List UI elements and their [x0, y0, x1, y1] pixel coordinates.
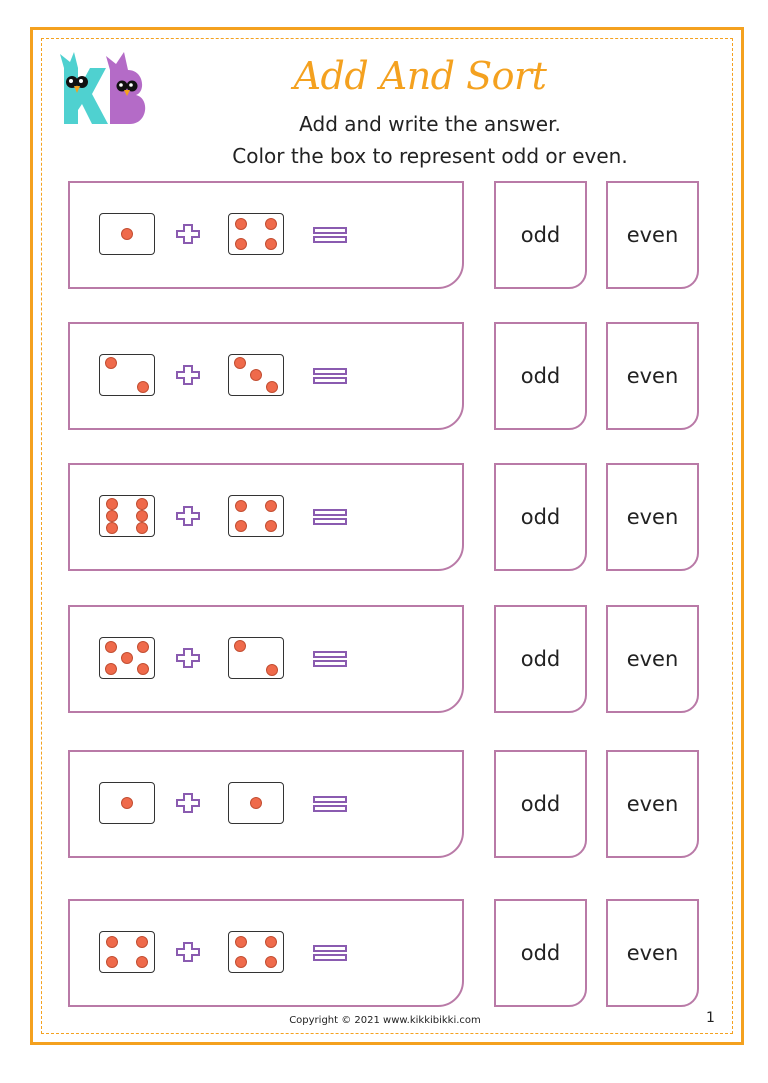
- die-pip: [136, 498, 148, 510]
- die-pip: [106, 956, 118, 968]
- left-die: [99, 637, 155, 679]
- die-pip: [235, 218, 247, 230]
- die-pip: [265, 500, 277, 512]
- page-number: 1: [706, 1010, 715, 1026]
- instruction-color: Color the box to represent odd or even.: [232, 144, 628, 168]
- left-die: [99, 354, 155, 396]
- even-box[interactable]: even: [606, 322, 699, 430]
- die-pip: [106, 522, 118, 534]
- die-pip: [106, 936, 118, 948]
- left-die: [99, 495, 155, 537]
- equals-icon: [313, 944, 347, 962]
- right-die: [228, 354, 284, 396]
- die-pip: [235, 500, 247, 512]
- odd-box[interactable]: odd: [494, 750, 587, 858]
- die-pip: [121, 652, 133, 664]
- equals-icon: [313, 226, 347, 244]
- die-pip: [136, 522, 148, 534]
- worksheet-title: Add And Sort: [293, 54, 547, 98]
- even-box[interactable]: even: [606, 899, 699, 1007]
- die-pip: [250, 797, 262, 809]
- right-die: [228, 782, 284, 824]
- die-pip: [265, 218, 277, 230]
- odd-box[interactable]: odd: [494, 181, 587, 289]
- plus-icon: [175, 364, 201, 386]
- instruction-add: Add and write the answer.: [299, 112, 561, 136]
- right-die: [228, 931, 284, 973]
- problem-row: [0, 181, 768, 289]
- plus-icon: [175, 505, 201, 527]
- equals-icon: [313, 508, 347, 526]
- even-box[interactable]: even: [606, 605, 699, 713]
- die-pip: [105, 357, 117, 369]
- die-pip: [137, 663, 149, 675]
- equals-icon: [313, 795, 347, 813]
- die-pip: [105, 641, 117, 653]
- die-pip: [234, 640, 246, 652]
- odd-box[interactable]: odd: [494, 899, 587, 1007]
- problem-row: [0, 899, 768, 1007]
- die-pip: [235, 956, 247, 968]
- die-pip: [266, 381, 278, 393]
- die-pip: [265, 956, 277, 968]
- right-die: [228, 495, 284, 537]
- problem-row: [0, 750, 768, 858]
- even-box[interactable]: even: [606, 750, 699, 858]
- odd-box[interactable]: odd: [494, 322, 587, 430]
- plus-icon: [175, 223, 201, 245]
- die-pip: [265, 238, 277, 250]
- die-pip: [136, 936, 148, 948]
- problem-row: [0, 322, 768, 430]
- die-pip: [106, 510, 118, 522]
- die-pip: [136, 956, 148, 968]
- right-die: [228, 213, 284, 255]
- left-die: [99, 213, 155, 255]
- die-pip: [250, 369, 262, 381]
- die-pip: [121, 797, 133, 809]
- problem-row: [0, 463, 768, 571]
- copyright-text: Copyright © 2021 www.kikkibikki.com: [289, 1015, 481, 1026]
- die-pip: [265, 936, 277, 948]
- plus-icon: [175, 941, 201, 963]
- die-pip: [137, 381, 149, 393]
- odd-box[interactable]: odd: [494, 605, 587, 713]
- left-die: [99, 782, 155, 824]
- die-pip: [235, 238, 247, 250]
- die-pip: [106, 498, 118, 510]
- die-pip: [105, 663, 117, 675]
- left-die: [99, 931, 155, 973]
- equals-icon: [313, 367, 347, 385]
- plus-icon: [175, 792, 201, 814]
- die-pip: [137, 641, 149, 653]
- right-die: [228, 637, 284, 679]
- die-pip: [234, 357, 246, 369]
- even-box[interactable]: even: [606, 463, 699, 571]
- die-pip: [266, 664, 278, 676]
- die-pip: [265, 520, 277, 532]
- odd-box[interactable]: odd: [494, 463, 587, 571]
- die-pip: [235, 936, 247, 948]
- die-pip: [136, 510, 148, 522]
- die-pip: [121, 228, 133, 240]
- die-pip: [235, 520, 247, 532]
- even-box[interactable]: even: [606, 181, 699, 289]
- kb-logo: [52, 48, 152, 134]
- equals-icon: [313, 650, 347, 668]
- plus-icon: [175, 647, 201, 669]
- problem-row: [0, 605, 768, 713]
